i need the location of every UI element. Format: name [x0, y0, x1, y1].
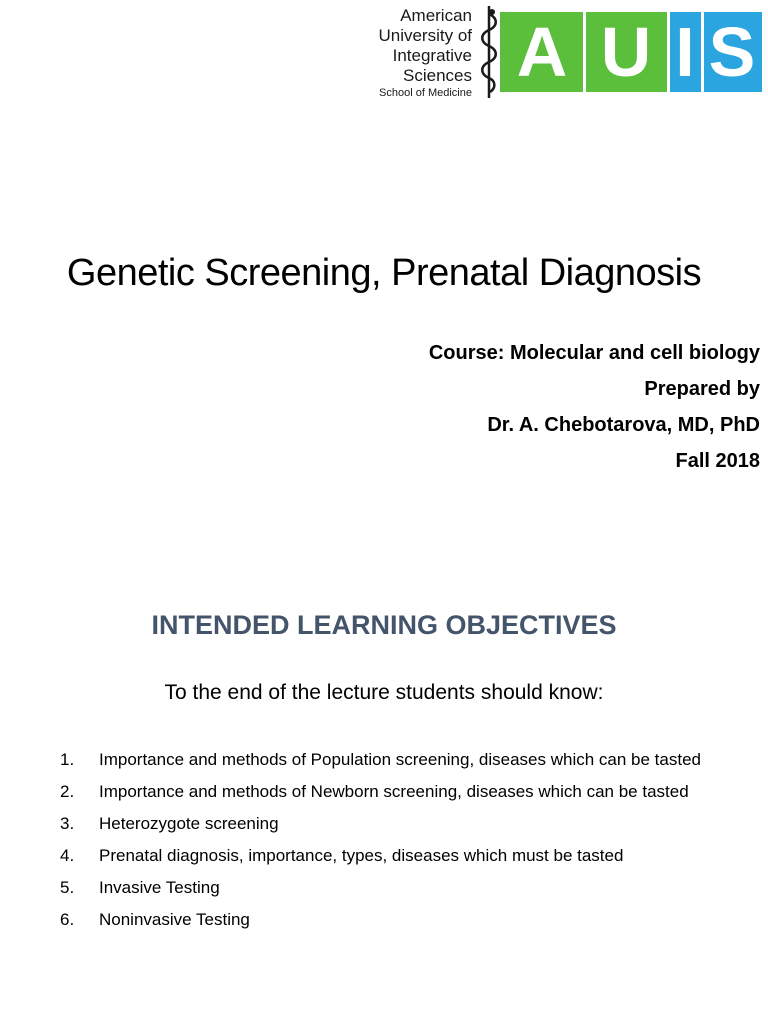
term-line: Fall 2018: [675, 450, 760, 472]
list-item: [60, 748, 720, 771]
logo-subtitle: School of Medicine: [379, 87, 472, 99]
logo-wordmark: [378, 6, 472, 100]
objectives-list: [60, 748, 720, 940]
objectives-heading: INTENDED LEARNING OBJECTIVES: [151, 610, 617, 640]
logo-divider: [583, 12, 586, 92]
logo-divider: [701, 12, 704, 92]
objectives-slide: [0, 580, 768, 1024]
logo-tile-a: A: [500, 12, 584, 92]
course-info: [380, 340, 760, 484]
list-text: Heterozygote screening: [99, 814, 279, 833]
list-item: [60, 876, 720, 899]
list-text: Importance and methods of Population screening, diseases which can be tasted: [99, 750, 701, 769]
slide-title: Genetic Screening, Prenatal Diagnosis: [66, 252, 702, 294]
list-number: 5.: [60, 878, 75, 897]
course-line: Course: Molecular and cell biology: [428, 342, 760, 364]
prepared-by-line: Prepared by: [644, 378, 760, 400]
list-text: Prenatal diagnosis, importance, types, diseases which must be tasted: [99, 846, 624, 865]
list-item: [60, 780, 720, 803]
logo-tile-i: I: [668, 12, 702, 92]
logo-line: University of: [378, 26, 472, 45]
list-item: [60, 908, 720, 931]
author-line: Dr. A. Chebotarova, MD, PhD: [487, 414, 760, 436]
list-number: 3.: [60, 814, 75, 833]
objectives-intro: To the end of the lecture students should know:: [164, 681, 604, 704]
logo-tile-u: U: [584, 12, 668, 92]
list-text: Invasive Testing: [99, 878, 220, 897]
list-item: [60, 812, 720, 835]
logo-divider: [667, 12, 670, 92]
auis-logo: [376, 4, 762, 100]
list-number: 6.: [60, 910, 75, 929]
list-number: 1.: [60, 750, 75, 769]
list-item: [60, 844, 720, 867]
list-number: 2.: [60, 782, 75, 801]
caduceus-icon: [478, 4, 500, 100]
logo-line: Integrative: [392, 46, 472, 65]
list-text: Noninvasive Testing: [99, 910, 250, 929]
logo-line: American: [400, 6, 472, 25]
list-text: Importance and methods of Newborn screening, diseases which can be tasted: [99, 782, 689, 801]
logo-tile-s: S: [702, 12, 762, 92]
list-number: 4.: [60, 846, 75, 865]
logo-line: Sciences: [403, 66, 472, 85]
